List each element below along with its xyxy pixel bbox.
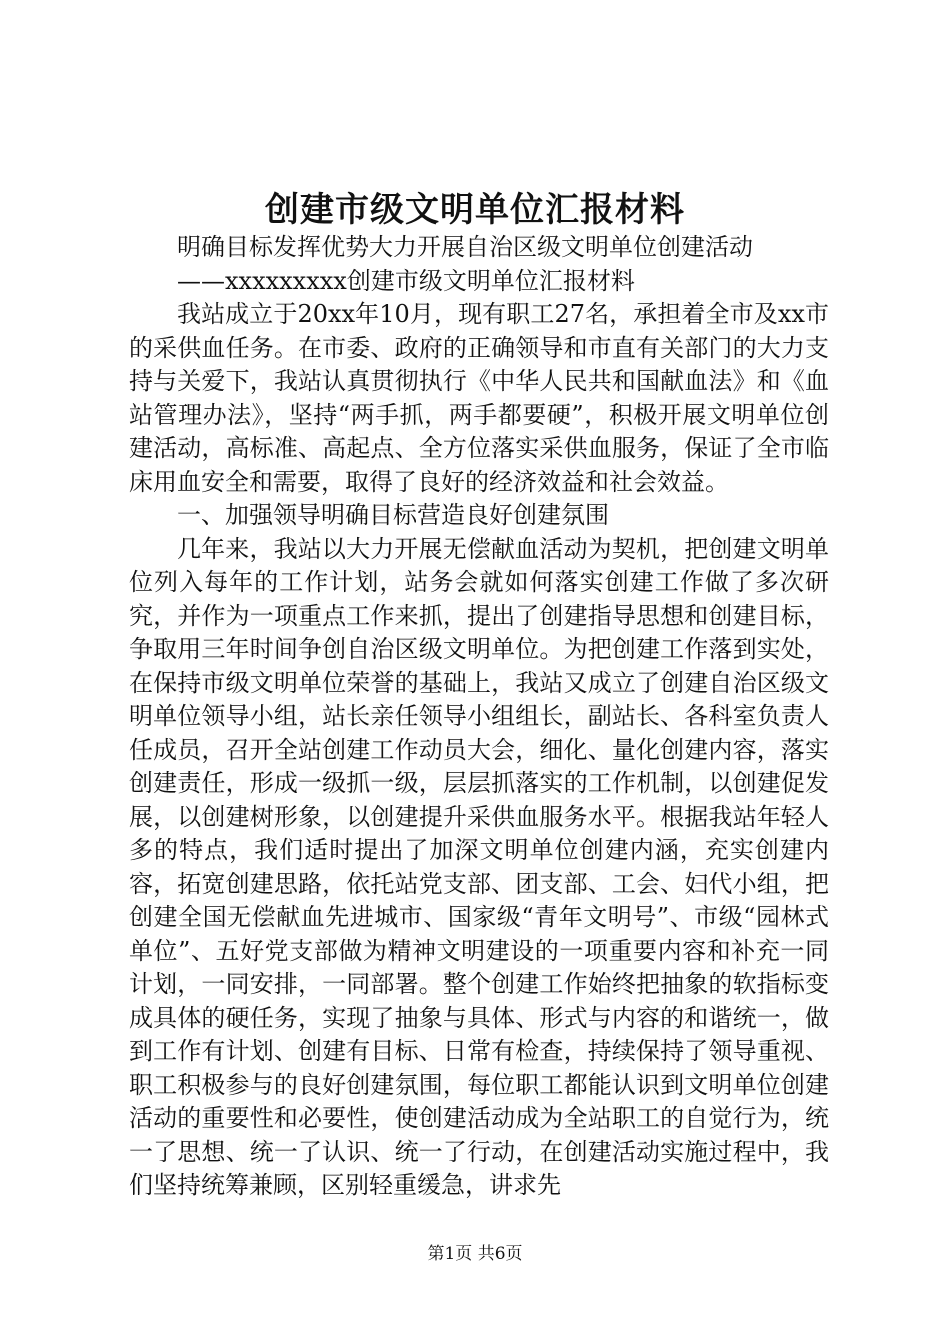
document-body [129,231,829,1203]
section-heading-1: 一、加强领导明确目标营造良好创建氛围 [177,501,609,529]
paragraph-section-1: 几年来，我站以大力开展无偿献血活动为契机，把创建文明单位列入每年的工作计划，站务会就如何落实创建工作做了多次研究，并作为一项重点工作来抓，提出了创建指导思想和创建目标，争取用三年时间争创自治区级文明单位。为把创建工作落到实处，在保持市级文明单位荣誉的基础上，我站又成立了创建自治区级文明单位领导小组，站长亲任领导小组组长，副站长、各科室负责人任成员，召开全站创建工作动员大会，细化、量化创建内容，落实创建责任，形成一级抓一级，层层抓落实的工作机制，以创建促发展，以创建树形象，以创建提升采供血服务水平。根据我站年轻人多的特点，我们适时提出了加深文明单位创建内涵，充实创建内容，拓宽创建思路，依托站党支部、团支部、工会、妇代小组，把创建全国无偿献血先进城市、国家级“青年文明号”、市级“园林式单位”、五好党支部做为精神文明建设的一项重要内容和补充一同计划，一同安排，一同部署。整个创建工作始终把抽象的软指标变成具体的硬任务，实现了抽象与具体、形式与内容的和谐统一，做到工作有计划、创建有目标、日常有检查，持续保持了领导重视、职工积极参与的良好创建氛围，每位职工都能认识到文明单位创建活动的重要性和必要性，使创建活动成为全站职工的自觉行为，统一了思想、统一了认识、统一了行动，在创建活动实施过程中，我们坚持统筹兼顾，区别轻重缓急，讲求先 [129,534,829,1199]
document-title: 创建市级文明单位汇报材料 [265,190,685,230]
subtitle-line-1: 明确目标发挥优势大力开展自治区级文明单位创建活动 [177,233,753,261]
subtitle-line-2: ——xxxxxxxxx创建市级文明单位汇报材料 [177,266,635,295]
page-number-footer: 第1页 共6页 [427,1244,523,1264]
paragraph-intro: 我站成立于20xx年10月，现有职工27名，承担着全市及xx市的采供血任务。在市委、政府的正确领导和市直有关部门的大力支持与关爱下，我站认真贯彻执行《中华人民共和国献血法》和《血站管理办法》，坚持“两手抓，两手都要硬”，积极开展文明单位创建活动，高标准、高起点、全方位落实采供血服务，保证了全市临床用血安全和需要，取得了良好的经济效益和社会效益。 [129,300,829,496]
